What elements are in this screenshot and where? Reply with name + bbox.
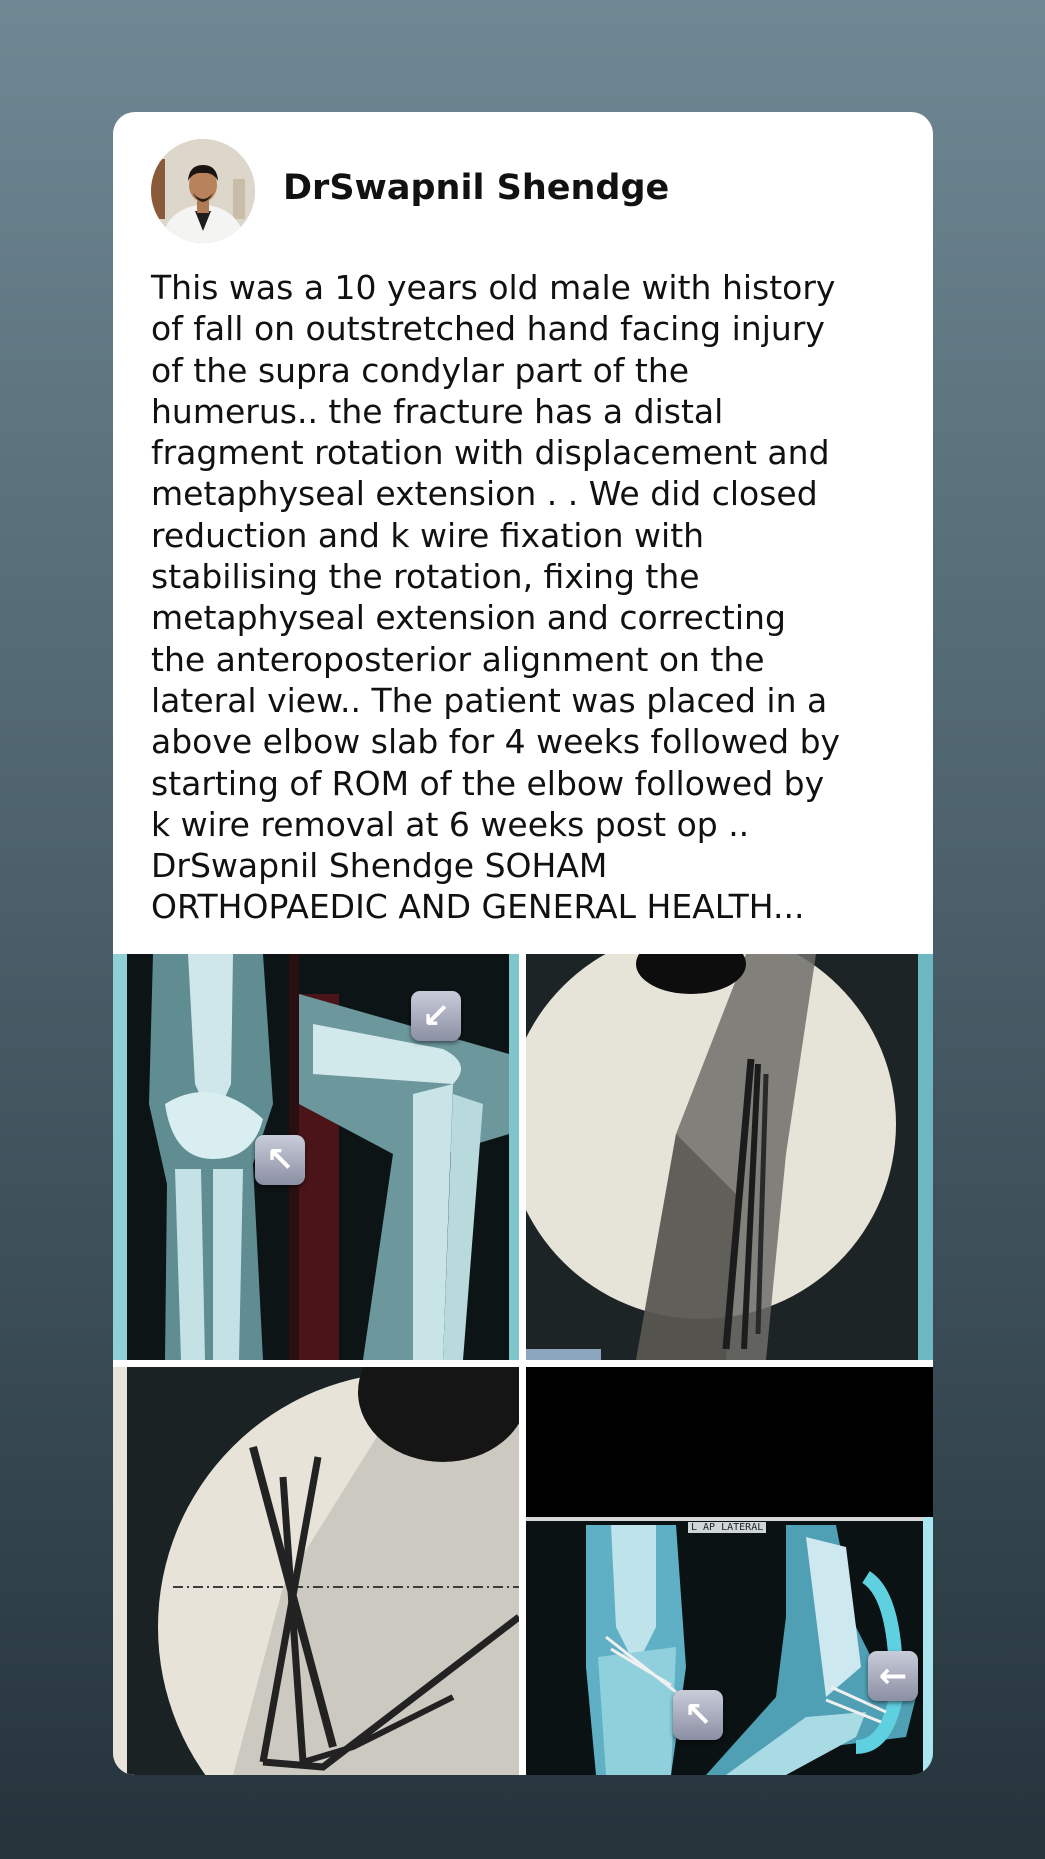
- avatar[interactable]: [151, 139, 255, 243]
- arrow-up-left-icon: ↖: [255, 1135, 305, 1185]
- postop-xray-image[interactable]: [526, 1367, 933, 1775]
- arrow-left-icon: ←: [868, 1651, 918, 1701]
- post-header: [113, 112, 933, 262]
- avatar-image: [151, 139, 255, 243]
- intraop-fluoro-ap-image[interactable]: [113, 1367, 519, 1775]
- intraop-fluoro-lateral-image[interactable]: [526, 954, 933, 1360]
- author-name[interactable]: DrSwapnil Shendge: [283, 168, 670, 208]
- arrow-up-left-icon: ↖: [673, 1690, 723, 1740]
- xray-view-label: L AP LATERAL: [688, 1522, 766, 1533]
- image-grid: [113, 954, 933, 1775]
- arrow-down-left-icon: ↙: [411, 991, 461, 1041]
- post-body-text: This was a 10 years old male with history of fall on outstretched hand facing injury of the supra condylar part of the humerus.. the fracture has a distal fragment rotation with displacement and metaphyseal extension . . We did closed reduction and k wire fixation with stabilising the rotation, fixing the metaphyseal extension and correcting the anteroposterior alignment on the lateral view.. The patient was placed in a above elbow slab for 4 weeks followed by starting of ROM of the elbow followed by k wire removal at 6 weeks post op .. DrSwapnil Shendge SOHAM ORTHOPAEDIC AND GENERAL HEALTH...: [151, 268, 841, 927]
- preop-xray-image[interactable]: [113, 954, 519, 1360]
- post-card: [113, 112, 933, 1775]
